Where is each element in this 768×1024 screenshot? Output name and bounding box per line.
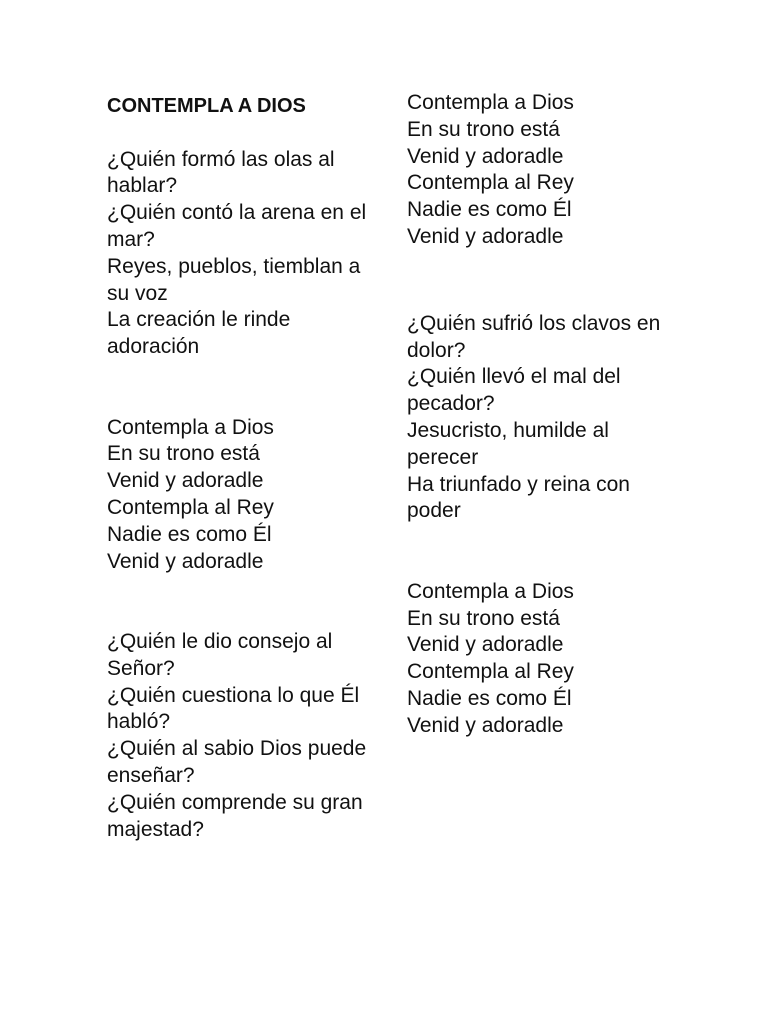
lyric-line: Nadie es como Él	[107, 522, 272, 546]
lyric-line: ¿Quién sufrió los clavos en dolor?	[407, 311, 661, 362]
lyric-line: Venid y adoradle	[407, 633, 564, 657]
verse-3	[407, 311, 672, 525]
stanza-spacer	[407, 525, 672, 579]
lyric-line: ¿Quién al sabio Dios puede enseñar?	[107, 737, 367, 787]
lyric-line: Jesucristo, humilde al perecer	[407, 418, 609, 469]
lyric-line: ¿Quién llevó el mal del pecador?	[407, 365, 621, 416]
lyric-line: Venid y adoradle	[107, 469, 264, 493]
lyric-line: Venid y adoradle	[407, 224, 564, 248]
chorus-2	[407, 90, 672, 251]
stanza-spacer	[407, 251, 672, 311]
verse-2	[107, 629, 377, 843]
song-title: CONTEMPLA A DIOS	[107, 95, 306, 117]
lyric-line: En su trono está	[407, 117, 560, 141]
lyric-line: ¿Quién formó las olas al hablar?	[107, 147, 335, 198]
lyric-line: ¿Quién le dio consejo al Señor?	[107, 629, 333, 680]
lyric-line: ¿Quién cuestiona lo que Él habló?	[107, 683, 360, 734]
left-column	[107, 90, 377, 843]
lyric-line: Venid y adoradle	[107, 549, 264, 573]
lyric-line: Venid y adoradle	[407, 713, 564, 737]
lyric-line: Venid y adoradle	[407, 144, 564, 168]
lyric-line: La creación le rinde adoración	[107, 308, 291, 359]
chorus-3	[407, 579, 672, 740]
lyric-line: ¿Quién contó la arena en el mar?	[107, 201, 367, 251]
lyric-line: Contempla al Rey	[407, 171, 574, 195]
lyric-line: ¿Quién comprende su gran majestad?	[107, 790, 363, 841]
lyric-line: Nadie es como Él	[407, 686, 572, 710]
chorus-1	[107, 415, 377, 576]
stanza-spacer	[107, 361, 377, 415]
lyric-line: Contempla a Dios	[407, 579, 574, 603]
verse-1	[107, 147, 377, 361]
lyric-line: Contempla al Rey	[107, 495, 274, 519]
lyric-line: Contempla a Dios	[107, 415, 274, 439]
lyric-line: Contempla al Rey	[407, 660, 574, 684]
lyric-line: En su trono está	[407, 606, 560, 630]
lyric-line: Contempla a Dios	[407, 91, 574, 114]
lyric-line: Ha triunfado y reina con poder	[407, 472, 630, 523]
lyric-line: En su trono está	[107, 442, 260, 466]
lyric-line: Reyes, pueblos, tiemblan a su voz	[107, 254, 361, 305]
stanza-spacer	[107, 575, 377, 629]
lyric-line: Nadie es como Él	[407, 198, 572, 222]
right-column	[407, 90, 672, 740]
